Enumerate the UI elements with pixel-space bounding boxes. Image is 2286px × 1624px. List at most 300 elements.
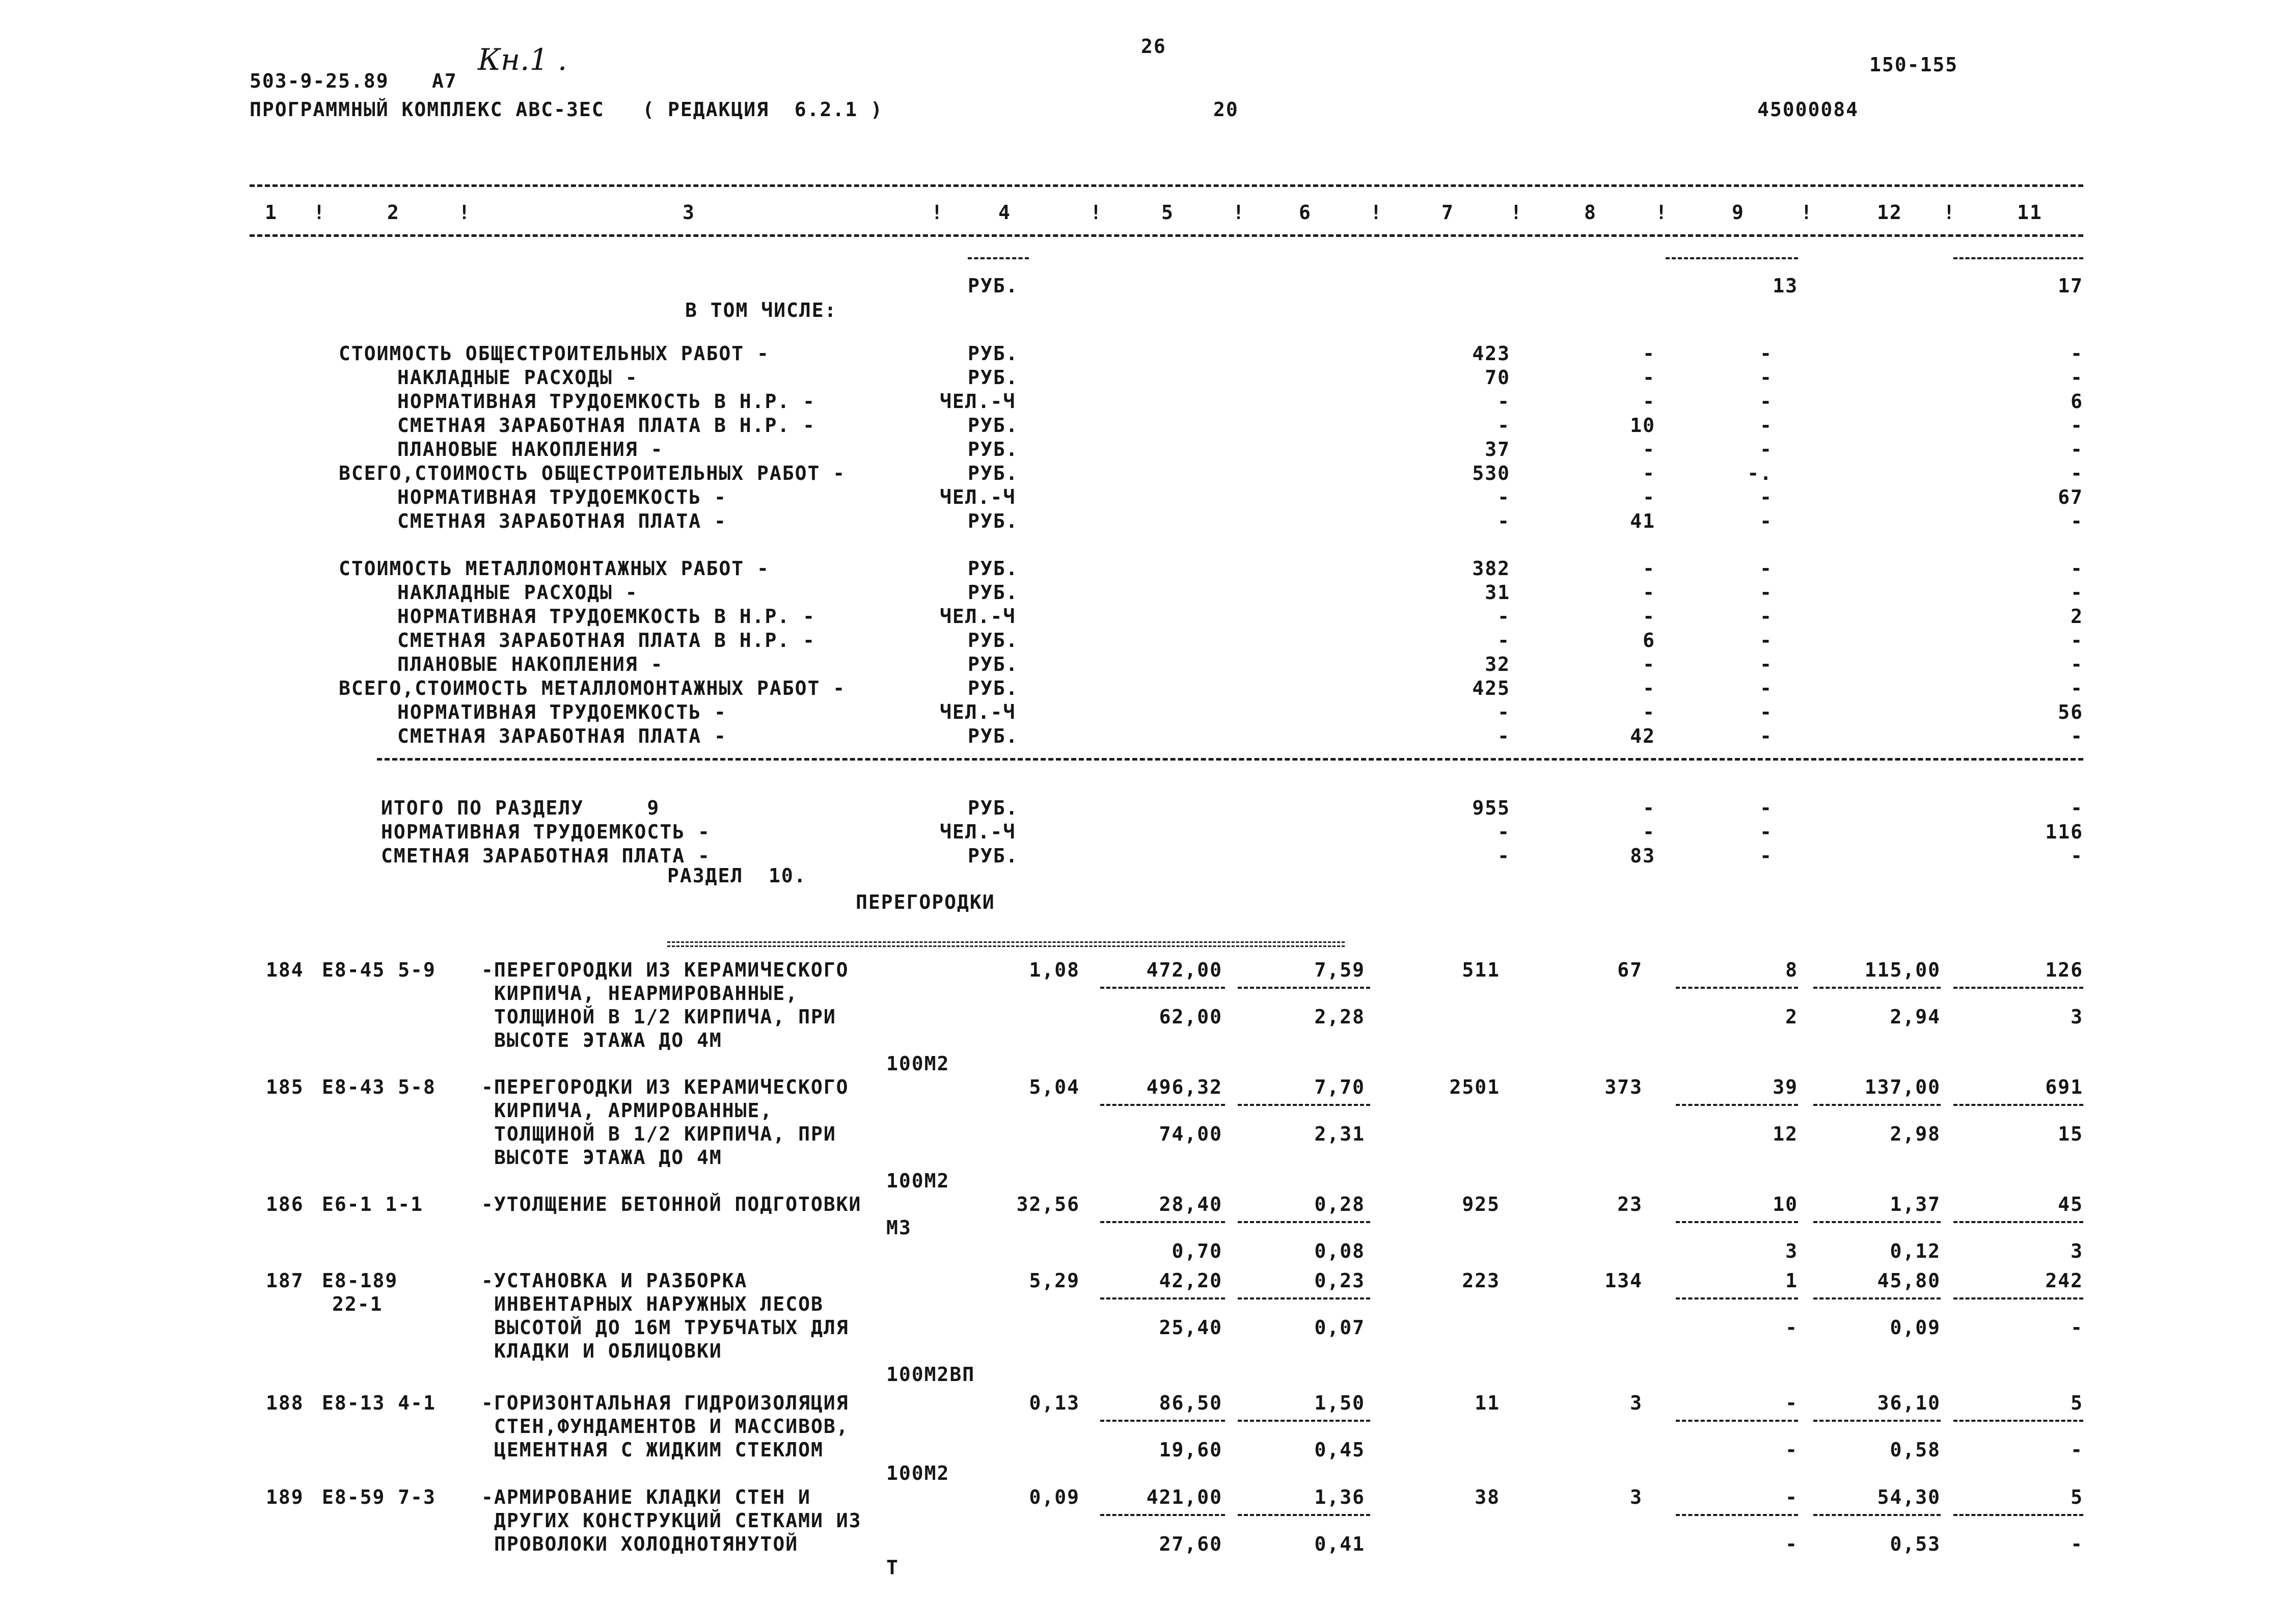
item-col9: 8: [1785, 959, 1798, 981]
item-rule: [1100, 1104, 1225, 1106]
item-unit: 100М2: [886, 1462, 950, 1484]
item-col8: 23: [1617, 1193, 1643, 1215]
item-rule: [1813, 1221, 1941, 1223]
header-top-rule: [250, 184, 2083, 187]
col11-value: 17: [2058, 275, 2083, 297]
summary-col8: 6: [1643, 629, 1655, 652]
item-col6-wages: 2,28: [1314, 1006, 1365, 1028]
item-col12-wages: 0,12: [1890, 1240, 1941, 1262]
item-description: ВЫСОТОЙ ДО 16М ТРУБЧАТЫХ ДЛЯ: [494, 1316, 849, 1339]
item-rule: [1813, 987, 1941, 989]
item-description: ЦЕМЕНТНАЯ С ЖИДКИМ СТЕКЛОМ: [494, 1439, 824, 1461]
column-separator: !: [458, 201, 471, 224]
summary-unit: РУБ.: [968, 414, 1019, 437]
document-id: 45000084: [1757, 98, 1859, 121]
item-rule: [1100, 1420, 1225, 1422]
summary-col8: -: [1643, 366, 1655, 389]
summary-col7: -: [1498, 821, 1510, 843]
item-col12: 137,00: [1864, 1076, 1941, 1098]
summary-unit: РУБ.: [968, 462, 1019, 484]
item-col12: 115,00: [1864, 959, 1941, 981]
item-rule: [1238, 1297, 1370, 1300]
summary-label: НОРМАТИВНАЯ ТРУДОЕМКОСТЬ В Н.Р. -: [397, 605, 815, 628]
item-rule: [1676, 987, 1798, 989]
summary-col7: 955: [1472, 797, 1510, 819]
summary-col9: -: [1760, 701, 1773, 723]
item-col11: 242: [2045, 1269, 2083, 1292]
summary-col9: -: [1760, 438, 1773, 461]
summary-label: СТОИМОСТЬ МЕТАЛЛОМОНТАЖНЫХ РАБОТ -: [339, 557, 770, 580]
summary-label: СМЕТНАЯ ЗАРАБОТНАЯ ПЛАТА В Н.Р. -: [397, 414, 815, 437]
item-code: Е8-13 4-1: [322, 1392, 436, 1414]
summary-col8: -: [1643, 701, 1655, 723]
summary-col7: -: [1498, 486, 1510, 508]
summary-col9: -: [1760, 821, 1773, 843]
item-unit: Т: [886, 1556, 899, 1579]
handwritten-note: Кн.1 .: [478, 42, 567, 77]
item-col8: 3: [1630, 1486, 1643, 1508]
item-unit-price-wages: 25,40: [1159, 1316, 1222, 1339]
summary-unit: ЧЕЛ.-Ч: [940, 701, 1016, 723]
summary-col11: -: [2071, 557, 2083, 580]
summary-label: СМЕТНАЯ ЗАРАБОТНАЯ ПЛАТА В Н.Р. -: [397, 629, 815, 652]
item-rule: [1813, 1514, 1941, 1516]
item-rule: [1100, 987, 1225, 989]
sheet-number: 20: [1213, 98, 1239, 121]
item-unit-price-wages: 0,70: [1172, 1240, 1222, 1262]
column-header-7: 7: [1441, 201, 1454, 224]
summary-col7: -: [1498, 414, 1510, 437]
column-separator: !: [1943, 201, 1956, 224]
item-unit-price-wages: 74,00: [1159, 1123, 1222, 1145]
summary-col11: -: [2071, 414, 2083, 437]
summary-label: СТОИМОСТЬ ОБЩЕСТРОИТЕЛЬНЫХ РАБОТ -: [339, 342, 770, 365]
col11-underline: [1953, 257, 2083, 259]
summary-label: ВСЕГО,СТОИМОСТЬ МЕТАЛЛОМОНТАЖНЫХ РАБОТ -: [339, 677, 846, 699]
summary-col8: -: [1643, 462, 1655, 484]
summary-unit: РУБ.: [968, 677, 1019, 699]
item-col9-wages: 3: [1785, 1240, 1798, 1262]
document-code: 503-9-25.89: [250, 70, 389, 92]
item-col12: 1,37: [1890, 1193, 1941, 1215]
item-code: Е8-189: [322, 1269, 398, 1292]
summary-col9: -: [1760, 366, 1773, 389]
item-col9-wages: -: [1785, 1316, 1798, 1339]
summary-unit: ЧЕЛ.-Ч: [940, 390, 1016, 413]
item-col11-wages: 15: [2058, 1123, 2083, 1145]
item-col11: 126: [2045, 959, 2083, 981]
item-rule: [1953, 1420, 2083, 1422]
items-double-rule: [667, 941, 1345, 943]
summary-col9: -: [1760, 845, 1773, 867]
item-col11: 45: [2058, 1193, 2083, 1215]
item-rule: [1953, 1221, 2083, 1223]
item-col6-wages: 0,07: [1314, 1316, 1365, 1339]
item-col12-wages: 2,94: [1890, 1006, 1941, 1028]
item-col6-wages: 0,08: [1314, 1240, 1365, 1262]
item-description: СТЕН,ФУНДАМЕНТОВ И МАССИВОВ,: [494, 1415, 849, 1438]
summary-label: НОРМАТИВНАЯ ТРУДОЕМКОСТЬ В Н.Р. -: [397, 390, 815, 413]
item-col12-wages: 0,09: [1890, 1316, 1941, 1339]
summary-col9: -: [1760, 725, 1773, 747]
item-col11: 5: [2071, 1486, 2083, 1508]
item-unit-price: 86,50: [1159, 1392, 1222, 1414]
item-col12: 36,10: [1877, 1392, 1941, 1414]
column-header-11: 11: [2017, 201, 2043, 224]
item-rule: [1238, 987, 1370, 989]
item-col6: 7,70: [1314, 1076, 1365, 1098]
column-header-6: 6: [1299, 201, 1312, 224]
summary-col11: -: [2071, 653, 2083, 675]
summary-col7: 37: [1485, 438, 1510, 461]
item-description: -АРМИРОВАНИЕ КЛАДКИ СТЕН И: [481, 1486, 811, 1508]
item-unit-price: 421,00: [1146, 1486, 1222, 1508]
item-col6-wages: 2,31: [1314, 1123, 1365, 1145]
item-col6: 1,50: [1314, 1392, 1365, 1414]
summary-col11: -: [2071, 510, 2083, 532]
item-code: 22-1: [332, 1293, 383, 1315]
item-unit-price-wages: 62,00: [1159, 1006, 1222, 1028]
summary-col9: -: [1760, 581, 1773, 604]
item-quantity: 0,09: [1029, 1486, 1080, 1508]
summary-label: ПЛАНОВЫЕ НАКОПЛЕНИЯ -: [397, 438, 664, 461]
summary-unit: ЧЕЛ.-Ч: [940, 821, 1016, 843]
item-col8: 134: [1604, 1269, 1643, 1292]
summary-col9: -: [1760, 510, 1773, 532]
summary-col7: -: [1498, 701, 1510, 723]
item-col6: 7,59: [1314, 959, 1365, 981]
album-label: А7: [432, 70, 457, 92]
column-separator: !: [931, 201, 944, 224]
item-total-cost: 11: [1475, 1392, 1500, 1414]
item-rule: [1100, 1514, 1225, 1516]
summary-label: НАКЛАДНЫЕ РАСХОДЫ -: [397, 581, 638, 604]
summary-col7: -: [1498, 845, 1510, 867]
summary-col8: 42: [1630, 725, 1655, 747]
summary-col11: 116: [2045, 821, 2083, 843]
column-header-2: 2: [387, 201, 400, 224]
summary-col8: 41: [1630, 510, 1655, 532]
item-col9-wages: 2: [1785, 1006, 1798, 1028]
item-rule: [1100, 1221, 1225, 1223]
item-quantity: 0,13: [1029, 1392, 1080, 1414]
item-description: -УТОЛЩЕНИЕ БЕТОННОЙ ПОДГОТОВКИ: [481, 1193, 862, 1215]
item-col12-wages: 2,98: [1890, 1123, 1941, 1145]
item-total-cost: 925: [1462, 1193, 1500, 1215]
summary-unit: РУБ.: [968, 438, 1019, 461]
item-rule: [1676, 1221, 1798, 1223]
summary-col11: -: [2071, 462, 2083, 484]
summary-col7: -: [1498, 629, 1510, 652]
including-label: В ТОМ ЧИСЛЕ:: [685, 299, 837, 321]
summary-col11: -: [2071, 581, 2083, 604]
item-col9: 1: [1785, 1269, 1798, 1292]
summary-col11: -: [2071, 342, 2083, 365]
summary-label: ИТОГО ПО РАЗДЕЛУ 9: [381, 797, 660, 819]
item-rule: [1953, 1514, 2083, 1516]
summary-col8: -: [1643, 677, 1655, 699]
column-separator: !: [1233, 201, 1245, 224]
summary-col9: -: [1760, 677, 1773, 699]
column-separator: !: [1510, 201, 1523, 224]
item-col11: 5: [2071, 1392, 2083, 1414]
item-rule: [1238, 1104, 1370, 1106]
summary-unit: РУБ.: [968, 581, 1019, 604]
section-name: ПЕРЕГОРОДКИ: [856, 891, 995, 913]
item-description: ТОЛЩИНОЙ В 1/2 КИРПИЧА, ПРИ: [494, 1006, 836, 1028]
item-col6-wages: 0,41: [1314, 1533, 1365, 1555]
item-unit: М3: [886, 1216, 912, 1239]
summary-unit: ЧЕЛ.-Ч: [940, 605, 1016, 628]
summary-col9: -: [1760, 605, 1773, 628]
item-col9: -: [1785, 1486, 1798, 1508]
item-quantity: 1,08: [1029, 959, 1080, 981]
summary-col7: -: [1498, 605, 1510, 628]
summary-col11: 67: [2058, 486, 2083, 508]
item-quantity: 32,56: [1016, 1193, 1080, 1215]
item-rule: [1676, 1104, 1798, 1106]
item-description: -УСТАНОВКА И РАЗБОРКА: [481, 1269, 748, 1292]
column-header-3: 3: [683, 201, 695, 224]
summary-unit: РУБ.: [968, 629, 1019, 652]
summary-unit: РУБ.: [968, 366, 1019, 389]
summary-col8: -: [1643, 653, 1655, 675]
summary-col9: -: [1760, 390, 1773, 413]
item-quantity: 5,04: [1029, 1076, 1080, 1098]
item-total-cost: 38: [1475, 1486, 1500, 1508]
summary-unit: ЧЕЛ.-Ч: [940, 486, 1016, 508]
column-separator: !: [1090, 201, 1103, 224]
item-rule: [1953, 1297, 2083, 1300]
item-col6: 1,36: [1314, 1486, 1365, 1508]
item-col9-wages: -: [1785, 1439, 1798, 1461]
item-col8: 3: [1630, 1392, 1643, 1414]
item-number: 185: [266, 1076, 304, 1098]
item-col11-wages: 3: [2071, 1240, 2083, 1262]
item-rule: [1813, 1420, 1941, 1422]
item-col11-wages: -: [2071, 1533, 2083, 1555]
item-col11-wages: -: [2071, 1316, 2083, 1339]
item-col6: 0,28: [1314, 1193, 1365, 1215]
summary-col11: -: [2071, 725, 2083, 747]
column-header-4: 4: [998, 201, 1011, 224]
summary-col7: 70: [1485, 366, 1510, 389]
item-description: ПРОВОЛОКИ ХОЛОДНОТЯНУТОЙ: [494, 1533, 799, 1555]
summary-col11: -: [2071, 797, 2083, 819]
summary-col7: 382: [1472, 557, 1510, 580]
summary-col7: 530: [1472, 462, 1510, 484]
summary-col8: -: [1643, 821, 1655, 843]
item-description: -ГОРИЗОНТАЛЬНАЯ ГИДРОИЗОЛЯЦИЯ: [481, 1392, 849, 1414]
item-col12: 54,30: [1877, 1486, 1941, 1508]
item-description: -ПЕРЕГОРОДКИ ИЗ КЕРАМИЧЕСКОГО: [481, 959, 849, 981]
item-rule: [1238, 1420, 1370, 1422]
item-number: 188: [266, 1392, 304, 1414]
item-code: Е8-45 5-9: [322, 959, 436, 981]
summary-label: НОРМАТИВНАЯ ТРУДОЕМКОСТЬ -: [381, 821, 711, 843]
item-description: ТОЛЩИНОЙ В 1/2 КИРПИЧА, ПРИ: [494, 1123, 836, 1145]
column-header-5: 5: [1161, 201, 1174, 224]
unit-underline: [968, 257, 1029, 259]
summary-col7: 425: [1472, 677, 1510, 699]
item-col12-wages: 0,58: [1890, 1439, 1941, 1461]
summary-col8: 10: [1630, 414, 1655, 437]
column-separator: !: [1370, 201, 1383, 224]
summary-label: ВСЕГО,СТОИМОСТЬ ОБЩЕСТРОИТЕЛЬНЫХ РАБОТ -: [339, 462, 846, 484]
unit-text: РУБ.: [968, 275, 1019, 297]
summary-col7: 423: [1472, 342, 1510, 365]
item-col11-wages: 3: [2071, 1006, 2083, 1028]
column-separator: !: [1801, 201, 1813, 224]
item-unit-price: 472,00: [1146, 959, 1222, 981]
summary-col7: 31: [1485, 581, 1510, 604]
summary-col8: -: [1643, 605, 1655, 628]
item-unit: 100М2: [886, 1170, 950, 1192]
item-unit-price: 28,40: [1159, 1193, 1222, 1215]
item-col12-wages: 0,53: [1890, 1533, 1941, 1555]
summary-col7: -: [1498, 510, 1510, 532]
item-rule: [1953, 1104, 2083, 1106]
item-col11-wages: -: [2071, 1439, 2083, 1461]
item-col6: 0,23: [1314, 1269, 1365, 1292]
item-rule: [1238, 1514, 1370, 1516]
summary-col9: -: [1760, 797, 1773, 819]
item-number: 184: [266, 959, 304, 981]
item-unit-price: 42,20: [1159, 1269, 1222, 1292]
column-header-12: 12: [1877, 201, 1902, 224]
item-description: ВЫСОТЕ ЭТАЖА ДО 4М: [494, 1029, 722, 1051]
item-rule: [1676, 1420, 1798, 1422]
summary-col11: -: [2071, 366, 2083, 389]
item-description: КИРПИЧА, АРМИРОВАННЫЕ,: [494, 1099, 773, 1122]
item-description: -ПЕРЕГОРОДКИ ИЗ КЕРАМИЧЕСКОГО: [481, 1076, 849, 1098]
section-title: РАЗДЕЛ 10.: [667, 864, 807, 887]
summary-col7: -: [1498, 390, 1510, 413]
summary-unit: РУБ.: [968, 797, 1019, 819]
item-rule: [1813, 1297, 1941, 1300]
sheet-range: 150-155: [1869, 53, 1958, 76]
item-col6-wages: 0,45: [1314, 1439, 1365, 1461]
summary-col7: -: [1498, 725, 1510, 747]
section-total-rule: [377, 758, 2083, 761]
item-col8: 67: [1617, 959, 1643, 981]
item-rule: [1238, 1221, 1370, 1223]
item-rule: [1100, 1297, 1225, 1300]
summary-col11: 2: [2071, 605, 2083, 628]
summary-label: НАКЛАДНЫЕ РАСХОДЫ -: [397, 366, 638, 389]
summary-unit: РУБ.: [968, 557, 1019, 580]
summary-col8: -: [1643, 486, 1655, 508]
item-unit-price: 496,32: [1146, 1076, 1222, 1098]
header-bottom-rule: [250, 234, 2083, 237]
item-total-cost: 2501: [1449, 1076, 1500, 1098]
item-rule: [1676, 1514, 1798, 1516]
item-total-cost: 511: [1462, 959, 1500, 981]
summary-col9: -: [1760, 557, 1773, 580]
summary-col11: -: [2071, 845, 2083, 867]
summary-col8: -: [1643, 581, 1655, 604]
column-header-9: 9: [1732, 201, 1745, 224]
summary-col11: 6: [2071, 390, 2083, 413]
item-quantity: 5,29: [1029, 1269, 1080, 1292]
summary-label: СМЕТНАЯ ЗАРАБОТНАЯ ПЛАТА -: [397, 725, 727, 747]
item-unit-price-wages: 19,60: [1159, 1439, 1222, 1461]
summary-unit: РУБ.: [968, 845, 1019, 867]
item-unit: 100М2ВП: [886, 1363, 975, 1386]
summary-col8: -: [1643, 438, 1655, 461]
column-separator: !: [1655, 201, 1668, 224]
col9-value: 13: [1773, 275, 1798, 297]
item-unit: 100М2: [886, 1052, 950, 1075]
item-code: Е8-43 5-8: [322, 1076, 436, 1098]
col9-underline: [1666, 257, 1798, 259]
summary-col8: -: [1643, 797, 1655, 819]
item-number: 187: [266, 1269, 304, 1292]
summary-label: СМЕТНАЯ ЗАРАБОТНАЯ ПЛАТА -: [397, 510, 727, 532]
item-code: Е8-59 7-3: [322, 1486, 436, 1508]
item-description: ДРУГИХ КОНСТРУКЦИЙ СЕТКАМИ ИЗ: [494, 1509, 862, 1532]
item-rule: [1813, 1104, 1941, 1106]
item-col9: -: [1785, 1392, 1798, 1414]
summary-label: НОРМАТИВНАЯ ТРУДОЕМКОСТЬ -: [397, 486, 727, 508]
summary-col8: -: [1643, 390, 1655, 413]
summary-col11: 56: [2058, 701, 2083, 723]
summary-unit: РУБ.: [968, 725, 1019, 747]
summary-col7: 32: [1485, 653, 1510, 675]
item-description: ИНВЕНТАРНЫХ НАРУЖНЫХ ЛЕСОВ: [494, 1293, 824, 1315]
summary-label: НОРМАТИВНАЯ ТРУДОЕМКОСТЬ -: [397, 701, 727, 723]
column-header-8: 8: [1584, 201, 1597, 224]
item-total-cost: 223: [1462, 1269, 1500, 1292]
item-unit-price-wages: 27,60: [1159, 1533, 1222, 1555]
item-number: 189: [266, 1486, 304, 1508]
item-col11: 691: [2045, 1076, 2083, 1098]
summary-col11: -: [2071, 438, 2083, 461]
summary-unit: РУБ.: [968, 342, 1019, 365]
item-col9-wages: -: [1785, 1533, 1798, 1555]
summary-col11: -: [2071, 677, 2083, 699]
summary-col9: -: [1760, 653, 1773, 675]
summary-col9: -: [1760, 414, 1773, 437]
item-col8: 373: [1604, 1076, 1643, 1098]
program-title: ПРОГРАММНЫЙ КОМПЛЕКС АВС-3ЕС ( РЕДАКЦИЯ 6.2.1 ): [250, 98, 883, 121]
item-code: Е6-1 1-1: [322, 1193, 424, 1215]
summary-unit: РУБ.: [968, 653, 1019, 675]
summary-col9: -: [1760, 486, 1773, 508]
item-rule: [1676, 1297, 1798, 1300]
page-number: 26: [1141, 35, 1166, 58]
summary-col9: -: [1760, 342, 1773, 365]
summary-label: СМЕТНАЯ ЗАРАБОТНАЯ ПЛАТА -: [381, 845, 711, 867]
summary-col9: -.: [1747, 462, 1773, 484]
summary-col9: -: [1760, 629, 1773, 652]
summary-col8: 83: [1630, 845, 1655, 867]
summary-col11: -: [2071, 629, 2083, 652]
summary-unit: РУБ.: [968, 510, 1019, 532]
column-separator: !: [313, 201, 326, 224]
column-header-1: 1: [265, 201, 278, 224]
item-description: КЛАДКИ И ОБЛИЦОВКИ: [494, 1340, 722, 1362]
summary-col8: -: [1643, 342, 1655, 365]
item-description: ВЫСОТЕ ЭТАЖА ДО 4М: [494, 1146, 722, 1169]
item-number: 186: [266, 1193, 304, 1215]
item-col9-wages: 12: [1773, 1123, 1798, 1145]
summary-col8: -: [1643, 557, 1655, 580]
item-col9: 10: [1773, 1193, 1798, 1215]
item-col12: 45,80: [1877, 1269, 1941, 1292]
item-description: КИРПИЧА, НЕАРМИРОВАННЫЕ,: [494, 982, 799, 1005]
summary-label: ПЛАНОВЫЕ НАКОПЛЕНИЯ -: [397, 653, 664, 675]
